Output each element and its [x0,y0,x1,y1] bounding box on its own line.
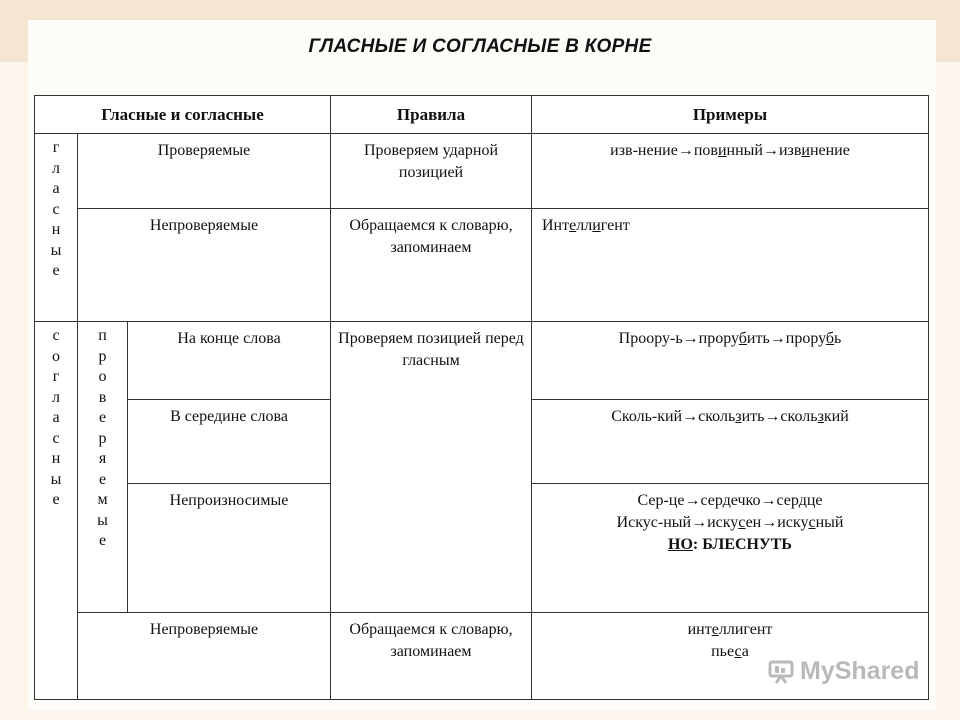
presentation-icon [768,660,794,684]
vertical-letter: м [97,491,108,508]
vertical-letter: ы [50,241,62,259]
header-cell: Примеры [532,96,929,134]
table-header-row [35,96,929,134]
example-cell [532,484,929,613]
type-cell: Непроверяемые [78,613,331,700]
vertical-letter: в [98,388,107,406]
example-line: НО: БЛЕСНУТЬ [668,536,792,553]
table-row [35,209,929,322]
type-cell: Проверяемые [78,134,331,209]
vertical-letter: е [98,409,107,426]
table-row [35,613,929,700]
table-row [35,134,929,209]
vertical-letter: с [52,429,60,447]
vertical-letter: с [52,200,60,218]
example-cell: Проору-ь→прорубить→прорубь [532,322,929,400]
vertical-letter: р [98,347,107,365]
rule-cell: Проверяем ударной позицией [331,134,532,209]
vowels-side-label [35,134,78,322]
rule-cell: Обращаемся к словарю, запоминаем [331,209,532,322]
vertical-letter: я [98,450,107,467]
vertical-letter: н [51,221,61,238]
vertical-letter: е [98,470,107,488]
vertical-letter: г [52,139,60,156]
type-cell: На конце слова [128,322,331,400]
vertical-letter: ы [97,511,108,529]
vertical-letter: е [98,532,107,549]
type-cell: Непроизносимые [128,484,331,613]
example-line: Сер-це→сердечко→сердце [637,492,823,509]
vertical-letter: л [52,388,60,406]
vertical-letter: а [52,180,60,197]
example-line: пьеса [711,643,749,660]
type-cell: Непроверяемые [78,209,331,322]
table-row [35,322,929,400]
watermark-text: MyShared [800,657,920,685]
vertical-letter: с [52,327,60,344]
vertical-letter: е [52,262,60,279]
example-cell: изв-нение→повинный→извинение [532,134,929,209]
vertical-letter: о [98,368,107,385]
rule-cell: Проверяем позицией перед гласным [331,322,532,613]
header-cell: Гласные и согласные [35,96,331,134]
header-cell: Правила [331,96,532,134]
watermark [768,657,919,686]
rules-table [34,95,929,700]
vertical-letter: о [52,347,60,365]
example-cell: Интеллигент [532,209,929,322]
vertical-letter: л [52,159,60,177]
page-title: ГЛАСНЫЕ И СОГЛАСНЫЕ В КОРНЕ [308,36,652,57]
example-cell: Сколь-кий→скользить→скользкий [532,400,929,484]
rule-cell: Обращаемся к словарю, запоминаем [331,613,532,700]
example-line: Искус-ный→искусен→искусный [616,514,844,531]
example-cell [532,613,929,700]
vertical-letter: п [98,327,107,344]
vertical-letter: г [52,368,60,385]
consonants-side-label [35,322,78,700]
vertical-letter: е [52,491,60,508]
type-cell: В середине слова [128,400,331,484]
example-line: интеллигент [687,621,773,638]
vertical-letter: ы [50,470,62,488]
vertical-letter: р [98,429,107,447]
vertical-letter: н [51,450,61,467]
vertical-letter: а [52,409,60,426]
checked-sub-label [78,322,128,613]
